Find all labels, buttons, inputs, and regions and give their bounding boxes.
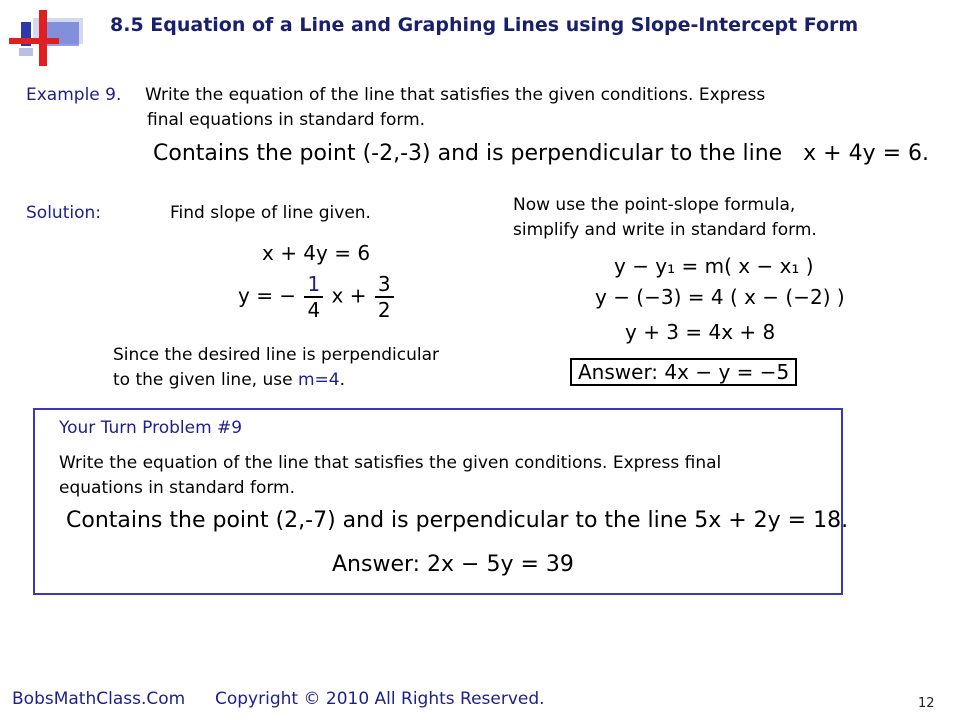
point-slope-simplified: y + 3 = 4x + 8 [625,320,776,344]
point-slope-substitution: y − (−3) = 4 ( x − (−2) ) [595,285,845,309]
your-turn-prompt-line1: Write the equation of the line that satisfies the given conditions. Express final [59,453,722,473]
perpendicular-note-line1: Since the desired line is perpendicular [113,345,439,365]
footer-copyright: Copyright © 2010 All Rights Reserved. [215,689,545,709]
solution-label: Solution: [26,203,101,223]
example-prompt-line1: Write the equation of the line that satisfies the given conditions. Express [145,85,766,105]
logo-cross-icon [5,8,85,68]
fraction-numerator: 3 [375,272,394,298]
fraction-denominator: 2 [377,298,391,322]
example-answer: Answer: 4x − y = −5 [570,358,797,386]
example-condition-text: Contains the point (-2,-3) and is perpendicular to the line [153,141,783,166]
slide-title: 8.5 Equation of a Line and Graphing Lines using Slope-Intercept Form [110,14,859,36]
eq2-mid: x + [331,283,367,308]
solution-equation2 [238,272,396,322]
perpendicular-note-period: . [339,370,345,390]
example-label: Example 9. [26,85,122,105]
example-condition [153,141,929,166]
example-condition-equation: x + 4y = 6. [803,141,930,166]
solution-equation1: x + 4y = 6 [262,241,371,265]
perpendicular-note-text: to the given line, use [113,370,298,390]
your-turn-answer: Answer: 2x − 5y = 39 [332,552,574,577]
fraction-three-halves [375,272,394,322]
perpendicular-note-line2 [113,370,345,390]
fraction-numerator: 1 [304,272,323,298]
fraction-denominator: 4 [307,298,321,322]
your-turn-title: Your Turn Problem #9 [59,418,243,438]
page-number: 12 [918,696,935,711]
solution-step1: Find slope of line given. [170,203,371,223]
point-slope-text-line1: Now use the point-slope formula, [513,195,796,215]
your-turn-condition: Contains the point (2,-7) and is perpendicular to the line 5x + 2y = 18. [66,508,849,533]
point-slope-formula: y − y₁ = m( x − x₁ ) [614,254,814,278]
slope-value: m=4 [297,370,340,390]
eq2-left: y = − [238,283,297,308]
your-turn-prompt-line2: equations in standard form. [59,478,296,498]
point-slope-text-line2: simplify and write in standard form. [513,220,817,240]
example-prompt-line2: final equations in standard form. [147,110,426,130]
fraction-one-fourth [304,272,323,322]
footer-site-link[interactable]: BobsMathClass.Com [12,689,186,709]
